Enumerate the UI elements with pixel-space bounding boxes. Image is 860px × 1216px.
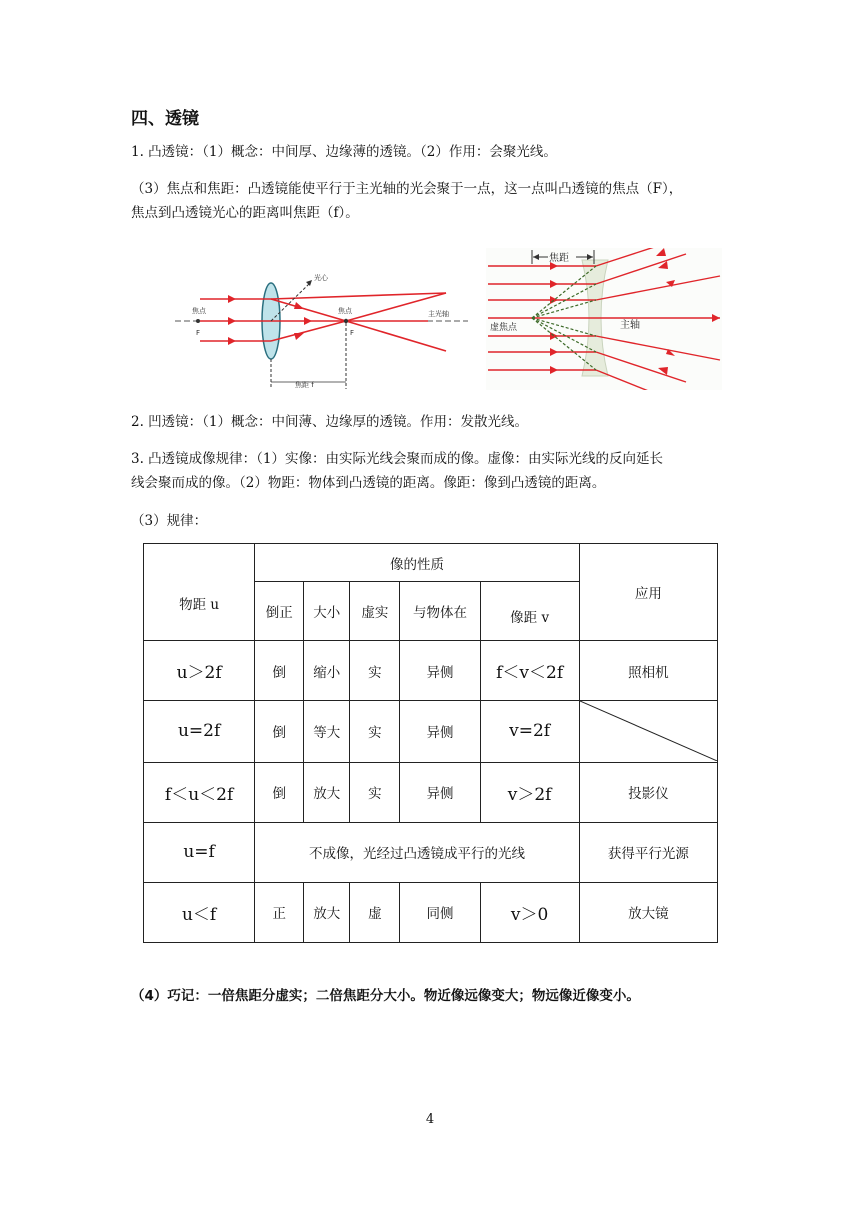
diagonal-slash (580, 701, 717, 761)
mnemonic-paragraph: （4）巧记：一倍焦距分虚实；二倍焦距分大小。物近像远像变大；物远像近像变小。 (131, 988, 640, 1004)
lens-imaging-table (143, 543, 718, 943)
cell-v: v＞2f (480, 762, 579, 822)
cell-application: 放大镜 (579, 882, 717, 942)
cell-merged-no-image: 不成像，光经过凸透镜成平行的光线 (255, 822, 580, 882)
table-row (144, 762, 718, 822)
label-focus-right: 焦点 (338, 307, 352, 315)
label-main-axis: 主轴 (620, 320, 640, 331)
cell-side: 异侧 (400, 701, 480, 762)
concave-lens-diagram (486, 248, 722, 390)
cell-u: u=2f (144, 701, 255, 762)
header-real-virtual: 虚实 (350, 582, 400, 641)
header-orientation: 倒正 (255, 582, 304, 641)
header-size: 大小 (304, 582, 350, 641)
header-side: 与物体在 (400, 582, 480, 641)
header-image-distance: 像距 v (480, 582, 579, 641)
cell-real-virtual: 实 (350, 701, 400, 762)
cell-u: u＞2f (144, 641, 255, 701)
cell-application: 投影仪 (579, 762, 717, 822)
cell-orientation: 倒 (255, 762, 304, 822)
header-application: 应用 (579, 544, 717, 641)
paragraph-focus-line1: （3）焦点和焦距：凸透镜能使平行于主光轴的光会聚于一点，这一点叫凸透镜的焦点（F）， (131, 181, 683, 197)
paragraph-focus-line2: 焦点到凸透镜光心的距离叫焦距（f）。 (131, 205, 359, 221)
label-principal-axis: 主光轴 (428, 310, 449, 318)
cell-v: v=2f (480, 701, 579, 762)
label-focus-left: 焦点 (192, 307, 206, 315)
cell-orientation: 倒 (255, 641, 304, 701)
cell-side: 异侧 (400, 641, 480, 701)
cell-real-virtual: 实 (350, 762, 400, 822)
cell-orientation: 倒 (255, 701, 304, 762)
table-row (144, 822, 718, 882)
label-f-left: F (196, 329, 201, 337)
table-row (144, 641, 718, 701)
cell-orientation: 正 (255, 882, 304, 942)
cell-u: u＜f (144, 882, 255, 942)
label-focal-length: 焦距 f (295, 381, 314, 389)
label-optical-center: 光心 (314, 274, 328, 282)
page-number: 4 (425, 1112, 435, 1127)
cell-v: v＞0 (480, 882, 579, 942)
cell-u: f＜u＜2f (144, 762, 255, 822)
cell-application: 照相机 (579, 641, 717, 701)
paragraph-concave-lens: 2. 凹透镜：（1）概念：中间薄、边缘厚的透镜。作用：发散光线。 (131, 414, 529, 430)
cell-size: 缩小 (304, 641, 350, 701)
paragraph-imaging-line2: 线会聚而成的像。（2）物距：物体到凸透镜的距离。像距：像到凸透镜的距离。 (131, 475, 606, 491)
cell-side: 同侧 (400, 882, 480, 942)
cell-side: 异侧 (400, 762, 480, 822)
cell-size: 放大 (304, 882, 350, 942)
table-row (144, 701, 718, 762)
cell-application: 获得平行光源 (579, 822, 717, 882)
paragraph-imaging-line1: 3. 凸透镜成像规律：（1）实像：由实际光线会聚而成的像。虚像：由实际光线的反向延长 (131, 451, 664, 467)
cell-size: 放大 (304, 762, 350, 822)
section-title: 四、透镜 (131, 109, 199, 129)
table-row (144, 882, 718, 942)
cell-v: f＜v＜2f (480, 641, 579, 701)
paragraph-convex-lens: 1. 凸透镜：（1）概念：中间厚、边缘薄的透镜。（2）作用：会聚光线。 (131, 144, 557, 160)
header-image-properties: 像的性质 (255, 544, 580, 582)
label-concave-focal-length: 焦距 (549, 253, 569, 264)
cell-real-virtual: 实 (350, 641, 400, 701)
label-f-right: F (350, 329, 355, 337)
cell-size: 等大 (304, 701, 350, 762)
convex-lens-diagram (170, 265, 470, 395)
header-object-distance: 物距 u (144, 544, 255, 641)
paragraph-rules-label: （3）规律： (131, 513, 208, 529)
cell-u: u=f (144, 822, 255, 882)
cell-real-virtual: 虚 (350, 882, 400, 942)
label-virtual-focus: 虚焦点 (490, 323, 518, 333)
cell-application-empty (579, 701, 717, 762)
